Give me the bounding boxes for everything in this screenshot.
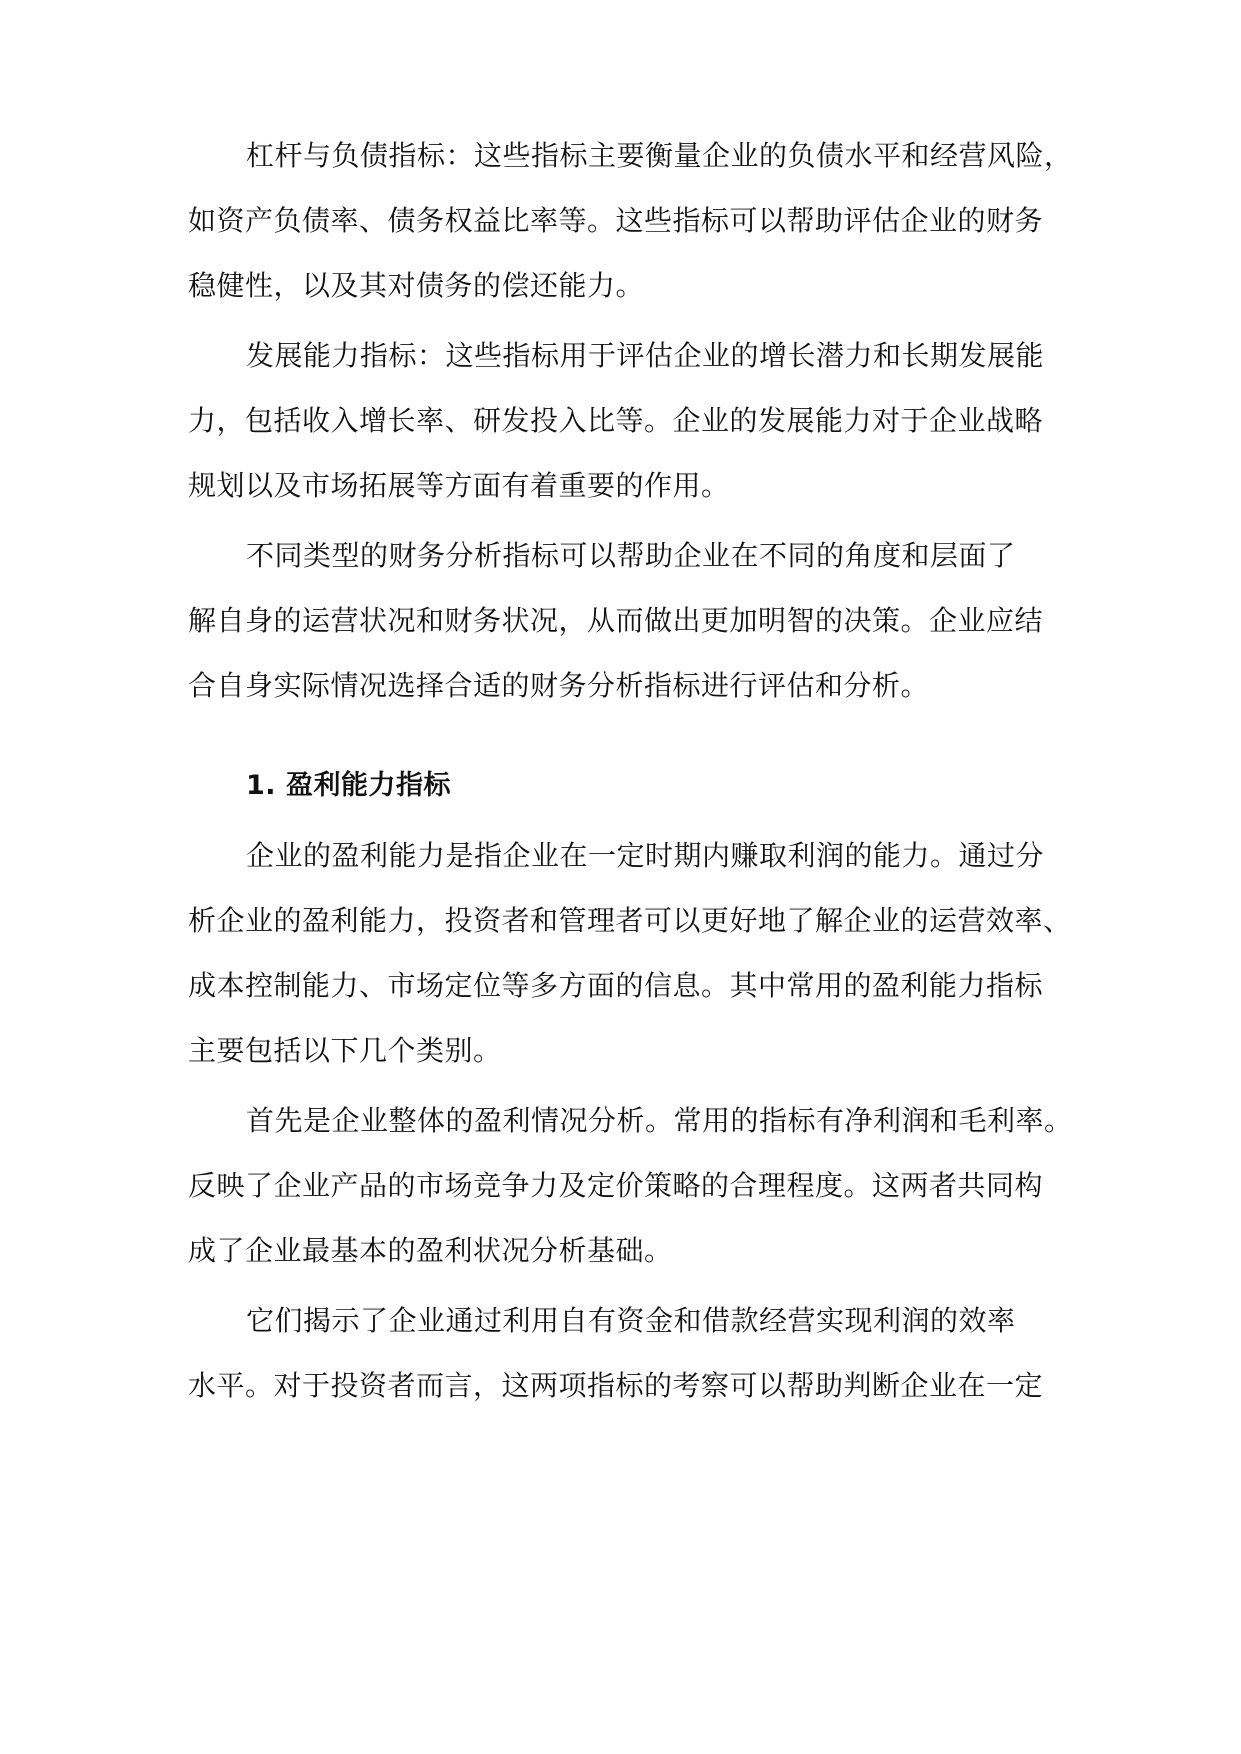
paragraph-line: 如资产负债率、债务权益比率等。这些指标可以帮助评估企业的财务 (188, 204, 1044, 237)
paragraph-line: 它们揭示了企业通过利用自有资金和借款经营实现利润的效率 (246, 1304, 1016, 1337)
paragraph-line: 主要包括以下几个类别。 (188, 1034, 502, 1067)
paragraph-line: 反映了企业产品的市场竞争力及定价策略的合理程度。这两者共同构 (188, 1169, 1044, 1202)
paragraph-line: 不同类型的财务分析指标可以帮助企业在不同的角度和层面了 (246, 539, 1016, 572)
section-heading: 1. 盈利能力指标 (246, 770, 451, 801)
paragraph-line: 规划以及市场拓展等方面有着重要的作用。 (188, 469, 730, 502)
paragraph-line: 稳健性，以及其对债务的偿还能力。 (188, 269, 645, 302)
paragraph-line: 成了企业最基本的盈利状况分析基础。 (188, 1234, 673, 1267)
paragraph-line: 合自身实际情况选择合适的财务分析指标进行评估和分析。 (188, 669, 930, 702)
paragraph-line: 水平。对于投资者而言，这两项指标的考察可以帮助判断企业在一定 (188, 1369, 1044, 1402)
paragraph-line: 力，包括收入增长率、研发投入比等。企业的发展能力对于企业战略 (188, 404, 1044, 437)
paragraph-line: 首先是企业整体的盈利情况分析。常用的指标有净利润和毛利率。 (246, 1104, 1073, 1137)
paragraph-line: 成本控制能力、市场定位等多方面的信息。其中常用的盈利能力指标 (188, 969, 1044, 1002)
paragraph-line: 杠杆与负债指标：这些指标主要衡量企业的负债水平和经营风险， (246, 139, 1073, 172)
paragraph-line: 析企业的盈利能力，投资者和管理者可以更好地了解企业的运营效率、 (188, 904, 1072, 937)
paragraph-line: 发展能力指标：这些指标用于评估企业的增长潜力和长期发展能 (246, 339, 1045, 372)
paragraph-line: 企业的盈利能力是指企业在一定时期内赚取利润的能力。通过分 (246, 839, 1045, 872)
paragraph-line: 解自身的运营状况和财务状况，从而做出更加明智的决策。企业应结 (188, 604, 1044, 637)
